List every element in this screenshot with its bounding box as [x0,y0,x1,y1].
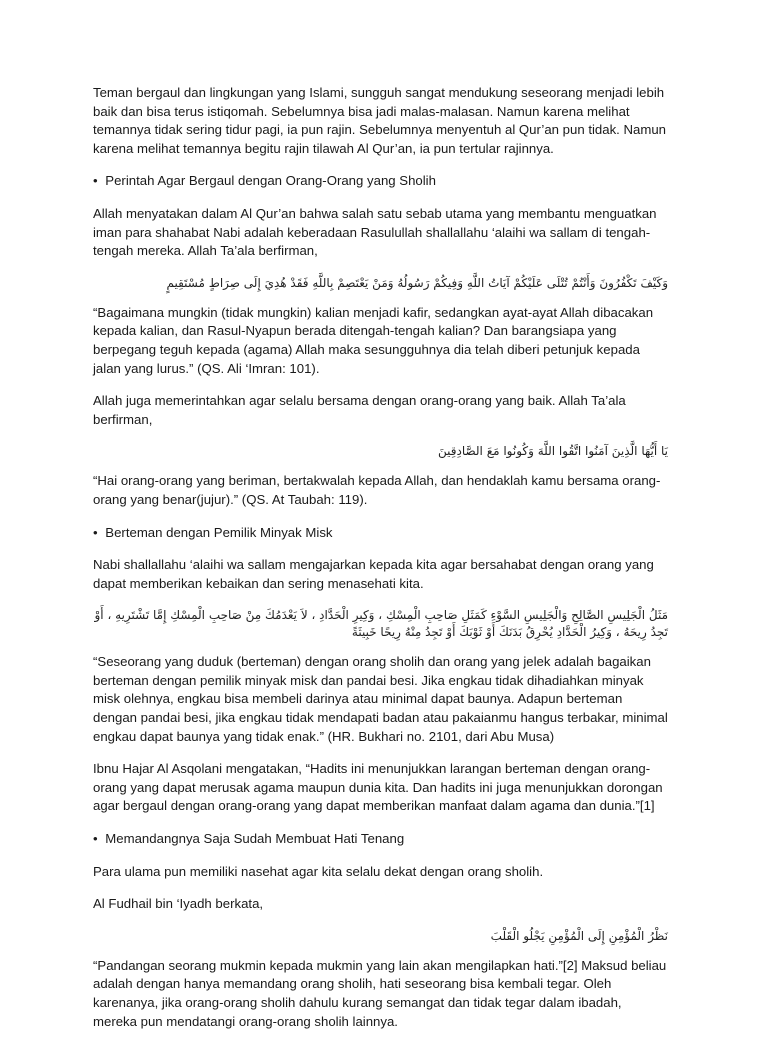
paragraph-al-fudhail: Al Fudhail bin ‘Iyadh berkata, [93,896,264,912]
paragraph-pandangan-mukmin: “Pandangan seorang mukmin kepada mukmin yang lain akan mengilapkan hati.”[2] Maksud beliau adalah dengan hanya memandang orang sholih, hati seseorang bisa kembali tegar. Oleh karenanya, jika orang-orang sholih dahulu kurang semangat dan tidak tegar dalam ibadah, mereka pun mendatangi orang-orang sholih lainnya. [93,957,667,1029]
section-heading-text: Berteman dengan Pemilik Minyak Misk [105,524,333,540]
arabic-verse-ali-imran: وَكَيْفَ تَكْفُرُونَ وَأَنْتُمْ تُتْلَى عَلَيْكُمْ آيَاتُ اللَّهِ وَفِيكُمْ رَسُولُهُ وَمَنْ يَعْتَصِمْ بِاللَّهِ فَقَدْ هُدِيَ إِلَى صِرَاطٍ مُسْتَقِيمٍ [166,275,668,290]
section-heading-memandang [93,830,668,849]
paragraph-nabi-mengajarkan: Nabi shallallahu ‘alaihi wa sallam mengajarkan kepada kita agar bersahabat dengan orang yang dapat memberikan kebaikan dan sering menasehati kita. [93,557,654,591]
paragraph-translation-hadith: “Seseorang yang duduk (berteman) dengan orang sholih dan orang yang jelek adalah bagaikan berteman dengan pemilik minyak misk dan pandai besi. Jika engkau tidak dihadiahkan minyak misk olehnya, engkau bisa membeli darinya atau minimal dapat baunya. Adapun berteman dengan pandai besi, jika engkau tidak mendapati badan atau pakaianmu hangus terbakar, minimal engkau dapat baunya yang tidak enak.” (HR. Bukhari no. 2101, dari Abu Musa) [93,654,668,744]
paragraph-translation-ali-imran: “Bagaimana mungkin (tidak mungkin) kalian menjadi kafir, sedangkan ayat-ayat Allah dibacakan kepada kalian, dan Rasul-Nyapun berada ditengah-tengah kalian? Dan barangsiapa yang berpegang teguh kepada (agama) Allah maka sesungguhnya dia telah diberi petunjuk kepada jalan yang lurus.” (QS. Ali ‘Imran: 101). [93,304,654,376]
document-content [93,84,668,1045]
section-heading-minyak-misk [93,524,668,543]
paragraph-allah-memerintahkan: Allah juga memerintahkan agar selalu bersama dengan orang-orang yang baik. Allah Ta’ala berfirman, [93,393,626,427]
arabic-quote-fudhail: نَظْرُ الْمُؤْمِنِ إِلَى الْمُؤْمِنِ يَجْلُو الْقَلْبَ [490,928,668,943]
bullet-icon: • [93,831,98,847]
paragraph-ibnu-hajar: Ibnu Hajar Al Asqolani mengatakan, “Hadits ini menunjukkan larangan berteman dengan orang-orang yang dapat merusak agama maupun dunia kita. Dan hadits ini juga menunjukkan dorongan agar bergaul dengan orang-orang yang dapat memberikan manfaat dalam agama dan dunia.”[1] [93,761,663,814]
section-heading-text: Perintah Agar Bergaul dengan Orang-Orang yang Sholih [105,173,436,189]
paragraph-intro: Teman bergaul dan lingkungan yang Islami, sungguh sangat mendukung seseorang menjadi lebih baik dan bisa terus istiqomah. Sebelumnya bisa jadi malas-malasan. Namun karena melihat temannya tidak sering tidur pagi, ia pun rajin. Sebelumnya menyentuh al Qur’an pun tidak. Namun karena melihat temannya begitu rajin tilawah Al Qur’an, ia pun tertular rajinnya. [93,85,667,156]
bullet-icon: • [93,524,98,540]
section-heading-perintah [93,172,668,191]
paragraph-allah-menyatakan: Allah menyatakan dalam Al Qur’an bahwa salah satu sebab utama yang membantu menguatkan iman para shahabat Nabi adalah keberadaan Rasulullah shallallahu ‘alaihi wa sallam di tengah-tengah mereka. Allah Ta’ala berfirman, [93,205,657,259]
bullet-icon: • [93,173,98,189]
arabic-hadith-misk: مَثَلُ الْجَلِيسِ الصَّالِحِ وَالْجَلِيسِ السَّوْءِ كَمَثَلِ صَاحِبِ الْمِسْكِ ، وَكِيرِ الْحَدَّادِ ، لاَ يَعْدَمُكَ مِنْ صَاحِبِ الْمِسْكِ إِمَّا تَشْتَرِيهِ ، أَوْ تَجِدُ رِيحَهُ ، وَكِيرُ الْحَدَّادِ يُحْرِقُ بَدَنَكَ أَوْ ثَوْبَكَ أَوْ تَجِدُ مِنْهُ رِيحًا خَبِيثَةً [94,608,668,640]
arabic-verse-at-taubah: يَا أَيُّهَا الَّذِينَ آمَنُوا اتَّقُوا اللَّهَ وَكُونُوا مَعَ الصَّادِقِينَ [437,444,668,459]
paragraph-para-ulama: Para ulama pun memiliki nasehat agar kita selalu dekat dengan orang sholih. [93,863,544,879]
paragraph-translation-at-taubah: “Hai orang-orang yang beriman, bertakwalah kepada Allah, dan hendaklah kamu bersama orang-orang yang benar(jujur).” (QS. At Taubah: 119). [93,473,661,507]
section-heading-text: Memandangnya Saja Sudah Membuat Hati Tenang [105,831,405,847]
